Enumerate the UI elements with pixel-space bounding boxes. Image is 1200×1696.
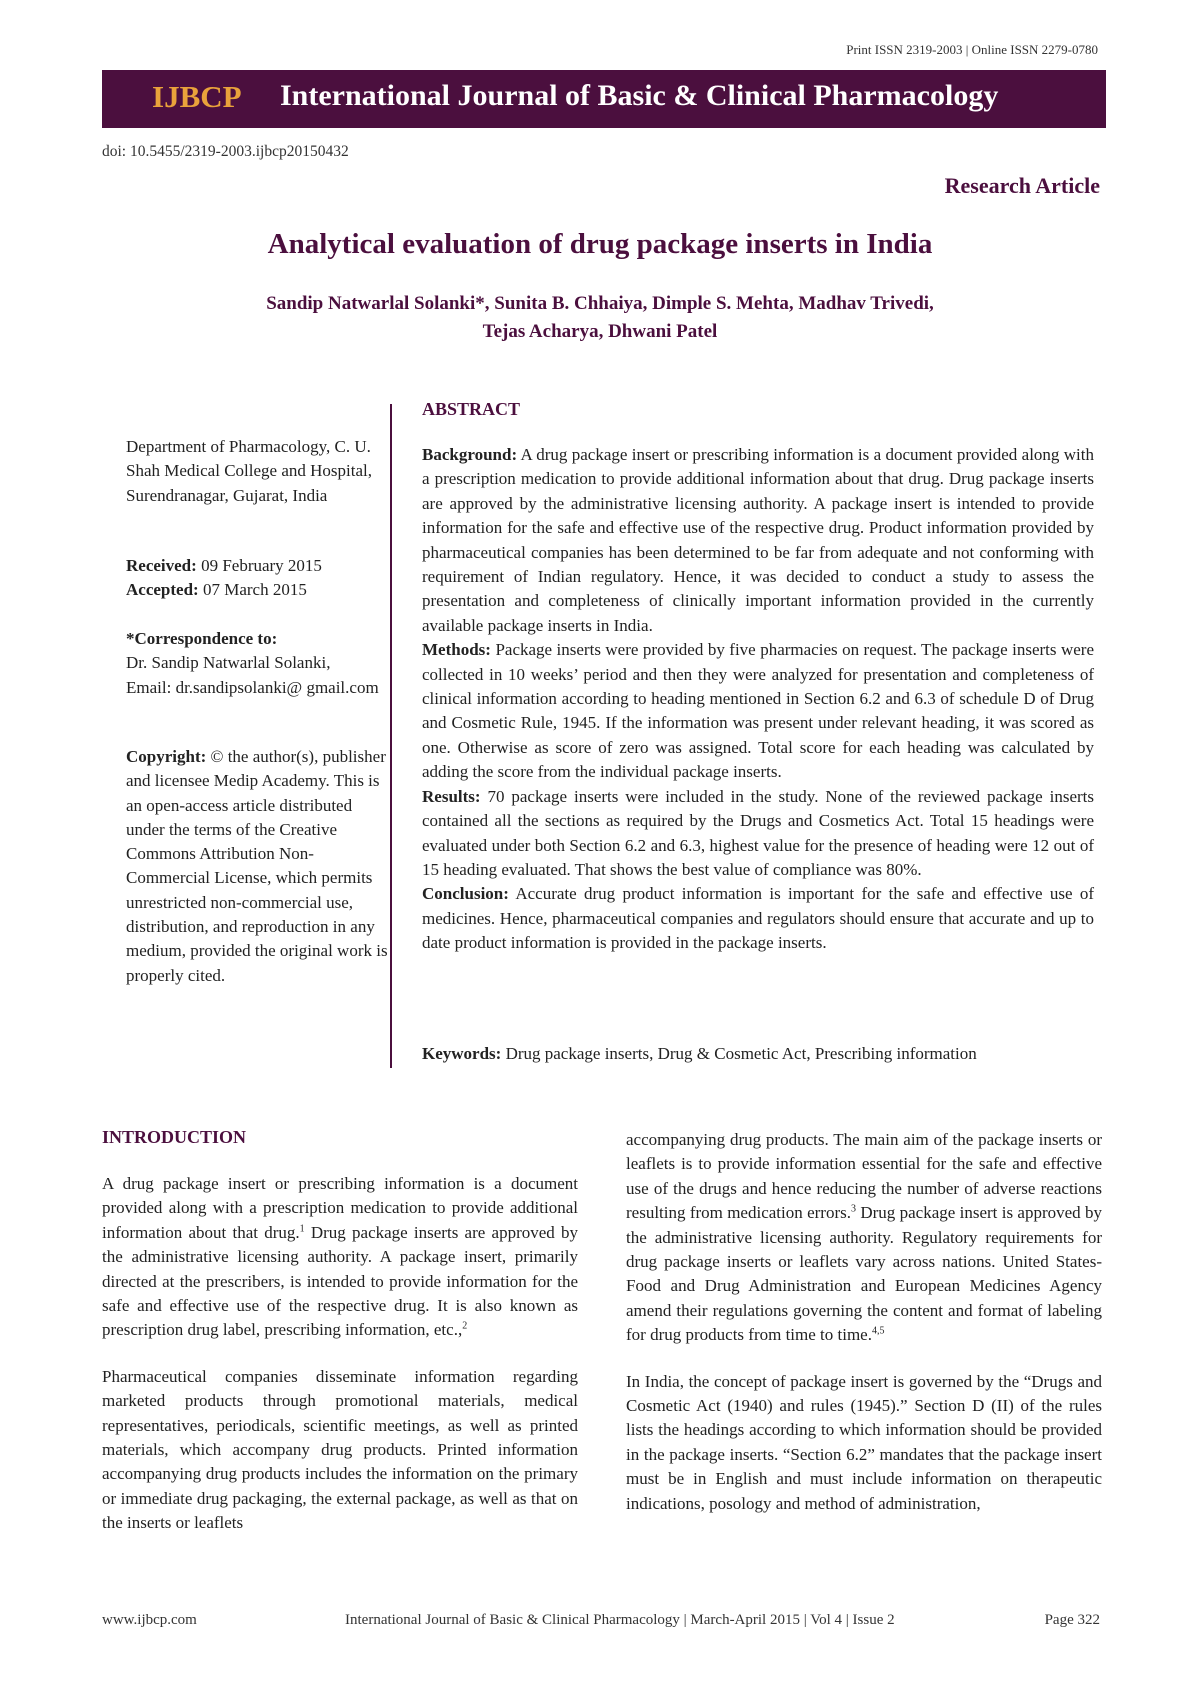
footer-url[interactable]: www.ijbcp.com [102, 1612, 197, 1628]
intro-paragraph-2: Pharmaceutical companies disseminate information regarding marketed products through promotional materials, medical representatives, periodicals, scientific meetings, as well as printed materials, which accompany drug products. Printed information accompanying drug products includes the information on the primary or immediate drug packaging, the external package, as well as that on the inserts or leaflets [102, 1366, 578, 1533]
methods-text: Package inserts were provided by five pharmacies on request. The package inserts were collected in 10 weeks’ period and then they were analyzed for presentation and completeness of clinical information according to heading mentioned in Section 6.2 and 6.3 of schedule D of Drug and Cosmetic Rule, 1945. If the information was present under relevant heading, it was scored as one. Otherwise as score of zero was assigned. Total score for each heading was calculated by adding the score from the individual package inserts. [422, 640, 1095, 782]
results-label: Results: [422, 786, 481, 806]
background-label: Background: [422, 445, 518, 464]
citation-ref[interactable]: 4,5 [871, 1325, 885, 1337]
keywords [422, 1044, 1122, 1064]
column-divider [390, 404, 392, 1068]
received-label: Received: [126, 556, 197, 575]
issn-line: Print ISSN 2319-2003 | Online ISSN 2279-0780 [846, 42, 1098, 57]
correspondence-label: *Correspondence to: [126, 629, 278, 648]
background-text: A drug package insert or prescribing information is a document provided along with a prescription medication to provide additional information about that drug. Drug package inserts are approved by the administrative licensing authority. A package insert is intended to provide information for the safe and effective use of the respective drug. Product information provided by pharmaceutical companies has been determined to be far from adequate and not conforming with requirement of Indian regulatory. Hence, it was decided to conduct a study to assess the presentation and completeness of clinically important information provided in the currently available package inserts in India. [422, 445, 1094, 635]
author-list [0, 290, 1200, 346]
citation-ref[interactable]: 1 [299, 1223, 305, 1235]
intro-p3-text-2: Drug package insert is approved by the administrative licensing authority. Regulatory requirements for drug package inserts or leaflets vary across nations. United States-Food and Drug Administration and European Medicines Agency amend their regulations governing the content and format of labeling for drug products from time to time. [626, 1203, 1102, 1345]
abstract-conclusion [422, 882, 1094, 955]
results-text: 70 package inserts were included in the study. None of the reviewed package inserts contained all the sections as required by the Drugs and Cosmetics Act. Total 15 headings were evaluated under both Section 6.2 and 6.3, highest value for the presence of heading were 12 out of 15 heading evaluated. That shows the best value of compliance was 80%. [422, 786, 1095, 879]
accepted-date: 07 March 2015 [202, 580, 307, 600]
footer-page-number: Page 322 [1044, 1612, 1100, 1628]
keywords-label: Keywords: [422, 1044, 502, 1063]
article-title: Analytical evaluation of drug package inserts in India [267, 228, 933, 260]
authors-line-2: Tejas Acharya, Dhwani Patel [482, 321, 718, 342]
abstract-body [422, 443, 1094, 956]
abstract-results [422, 785, 1094, 883]
intro-paragraph-4: In India, the concept of package insert is governed by the “Drugs and Cosmetic Act (1940) and rules (1945).” Section D (II) of the rules lists the headings according to which information should be provided in the package inserts. “Section 6.2” mandates that the package insert must be in English and must include information on therapeutic indications, posology and method of administration, [626, 1371, 1102, 1513]
keywords-text: Drug package inserts, Drug & Cosmetic Act, Prescribing information [505, 1044, 977, 1063]
citation-ref[interactable]: 3 [850, 1203, 856, 1215]
abstract-heading: ABSTRACT [422, 399, 521, 419]
introduction-heading: INTRODUCTION [102, 1127, 247, 1147]
affiliation: Department of Pharmacology, C. U. Shah Medical College and Hospital, Surendranagar, Gujarat, India [126, 437, 372, 505]
accepted-label: Accepted: [126, 580, 199, 600]
abstract-methods [422, 638, 1094, 784]
copyright-notice [126, 745, 390, 988]
journal-banner [102, 70, 1106, 128]
intro-p1-text: A drug package insert or prescribing information is a document provided along with a prescription medication to provide additional information about that drug. [102, 1174, 578, 1242]
intro-p3-text: accompanying drug products. The main aim of the package inserts or leaflets is to provide information essential for the safe and effective use of the drugs and hence reducing the number of adverse reactions resulting from medication errors. [626, 1130, 1102, 1223]
body-column-left [102, 1172, 578, 1558]
intro-paragraph-3 [626, 1128, 1102, 1348]
conclusion-text: Accurate drug product information is important for the safe and effective use of medicines. Hence, pharmaceutical companies and regulators should ensure that accurate and up to date product information is provided in the package inserts. [422, 884, 1094, 953]
article-dates [126, 554, 390, 603]
accepted-row [126, 578, 390, 602]
abstract-background [422, 443, 1094, 638]
correspondence-name: Dr. Sandip Natwarlal Solanki, [126, 653, 331, 673]
doi-line[interactable]: doi: 10.5455/2319-2003.ijbcp20150432 [102, 143, 349, 160]
intro-p1-text-2: Drug package inserts are approved by the administrative licensing authority. A package insert, primarily directed at the prescribers, is intended to provide information for the safe and effective use of the respective drug. It is also known as prescription drug label, prescribing information, etc., [102, 1222, 578, 1340]
copyright-text: © the author(s), publisher and licensee Medip Academy. This is an open-access article distributed under the terms of the Creative Commons Attribution Non-Commercial License, which permits unrestricted non-commercial use, distribution, and reproduction in any medium, provided the original work is properly cited. [126, 747, 388, 985]
intro-paragraph-1 [102, 1172, 578, 1343]
received-row [126, 554, 390, 578]
journal-abbreviation: IJBCP [152, 79, 242, 114]
journal-name: International Journal of Basic & Clinical Pharmacology [280, 79, 999, 112]
methods-label: Methods: [422, 640, 491, 660]
citation-ref[interactable]: 2 [462, 1320, 468, 1332]
correspondence-email[interactable]: Email: dr.sandipsolanki@ gmail.com [126, 677, 379, 697]
footer-journal-issue: International Journal of Basic & Clinical Pharmacology | March-April 2015 | Vol 4 | Issue 2 [345, 1612, 895, 1628]
body-column-right [626, 1128, 1102, 1538]
conclusion-label: Conclusion: [422, 884, 509, 904]
correspondence [126, 627, 390, 700]
authors-line-1: Sandip Natwarlal Solanki*, Sunita B. Chhaiya, Dimple S. Mehta, Madhav Trivedi, [266, 293, 934, 314]
received-date: 09 February 2015 [201, 556, 322, 575]
article-type: Research Article [944, 173, 1100, 198]
copyright-label: Copyright: [126, 747, 207, 766]
